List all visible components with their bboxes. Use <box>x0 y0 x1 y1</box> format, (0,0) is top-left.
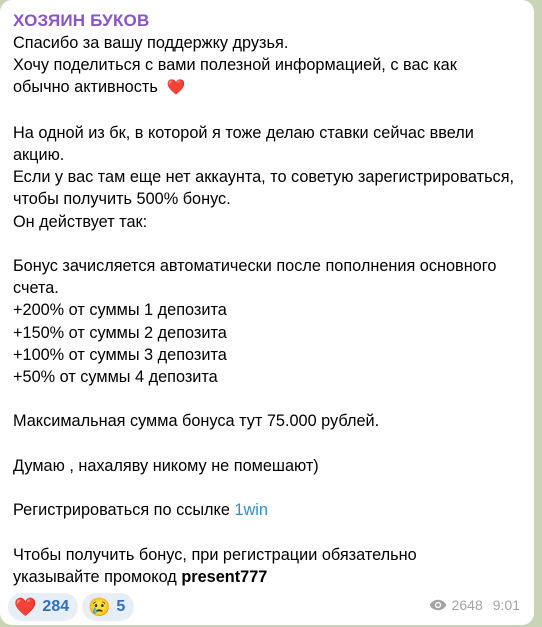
text-line: +100% от суммы 3 депозита <box>13 345 227 364</box>
text-fragment: Регистрироваться по ссылке <box>13 501 230 520</box>
text-line: Чтобы получить бонус, при регистрации обязательно <box>13 545 417 564</box>
text-fragment: обычно активность <box>13 78 158 97</box>
red-heart-icon: ❤️ <box>14 596 37 617</box>
reaction-count: 284 <box>42 598 70 615</box>
text-line: +50% от суммы 4 депозита <box>13 368 218 387</box>
message-text <box>13 32 520 588</box>
text-line: +150% от суммы 2 депозита <box>13 323 227 342</box>
text-line <box>13 76 520 99</box>
reaction-heart[interactable] <box>8 593 78 621</box>
text-line: Если у вас там еще нет аккаунта, то советую зарегистрироваться, <box>13 168 515 187</box>
blank-line <box>13 433 520 455</box>
blank-line <box>13 100 520 122</box>
message-footer <box>8 593 526 621</box>
text-line: Бонус зачисляется автоматически после пополнения основного <box>13 257 497 275</box>
reaction-count: 5 <box>116 598 126 615</box>
author-name[interactable]: ХОЗЯИН БУКОВ <box>13 11 150 30</box>
text-line <box>13 499 520 521</box>
text-line: Максимальная сумма бонуса тут 75.000 рублей. <box>13 412 380 431</box>
text-line: +200% от суммы 1 депозита <box>13 301 227 320</box>
text-line: чтобы получить 500% бонус. <box>13 190 231 209</box>
blank-line <box>13 521 520 543</box>
link-1win[interactable]: 1win <box>234 501 268 520</box>
message-meta <box>429 597 520 613</box>
blank-line <box>13 477 520 499</box>
text-line: счета. <box>13 279 59 298</box>
text-line <box>13 566 520 588</box>
message-time: 9:01 <box>492 597 520 613</box>
crying-face-icon: 😢 <box>88 596 111 617</box>
eye-icon <box>429 599 447 611</box>
text-line: Он действует так: <box>13 212 148 231</box>
reaction-crying[interactable] <box>82 593 134 621</box>
text-line: Хочу поделиться с вами полезной информацией, с вас как <box>13 56 457 75</box>
text-line: акцию. <box>13 146 65 164</box>
text-fragment: указывайте промокод <box>13 567 177 586</box>
text-line: На одной из бк, в которой я тоже делаю ставки сейчас ввели <box>13 123 474 142</box>
promo-code: present777 <box>181 567 268 586</box>
heart-emoji-icon: ❤️ <box>166 79 186 97</box>
blank-line <box>13 233 520 255</box>
text-line: Спасибо за вашу поддержку друзья. <box>13 34 289 52</box>
text-line: Думаю , нахаляву никому не помешают) <box>13 456 319 475</box>
view-count: 2648 <box>451 597 483 613</box>
blank-line <box>13 388 520 410</box>
